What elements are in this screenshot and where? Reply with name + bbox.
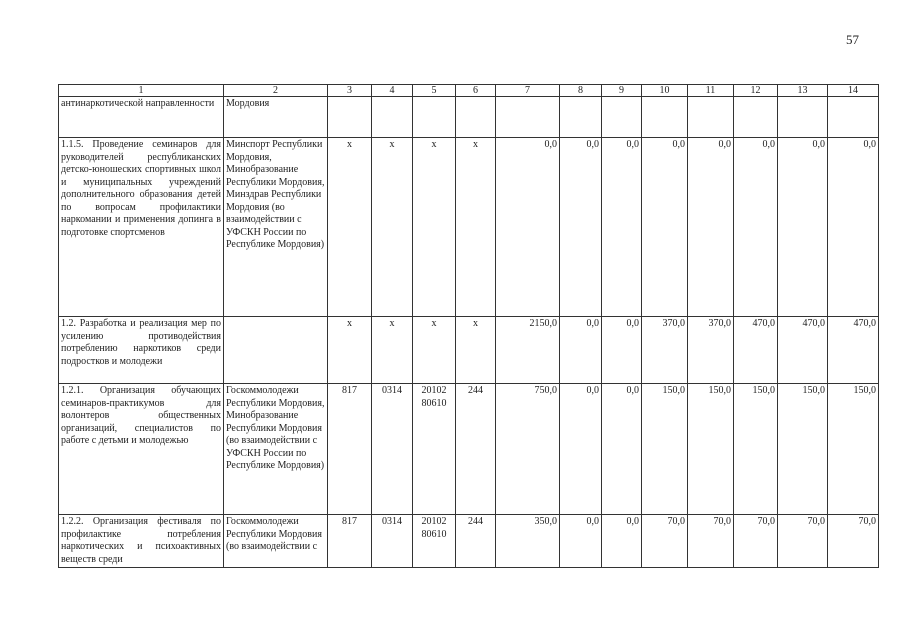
executor-cell: Госкоммолодежи Республики Мордовия (во взаимодействии с <box>224 515 328 568</box>
value-cell: 370,0 <box>688 317 734 384</box>
grbs-code: х <box>328 317 372 384</box>
value-cell: 470,0 <box>778 317 828 384</box>
activity-description: 1.2.1. Организация обучающих семинаров-практикумов для волонтеров общественных организаций, специалистов по работе с детьми и молодежью <box>59 384 224 515</box>
grbs-code: 817 <box>328 384 372 515</box>
value-cell: 70,0 <box>778 515 828 568</box>
table-row <box>59 317 879 384</box>
grbs-code: х <box>328 138 372 317</box>
grbs-code <box>328 97 372 138</box>
header-cell: 8 <box>560 85 602 97</box>
header-cell: 14 <box>828 85 879 97</box>
value-cell: 0,0 <box>560 138 602 317</box>
value-cell: 150,0 <box>828 384 879 515</box>
value-cell <box>688 97 734 138</box>
value-cell: 470,0 <box>734 317 778 384</box>
value-cell: 70,0 <box>688 515 734 568</box>
budget-table <box>58 84 879 568</box>
executor-cell: Минспорт Республики Мордовия, Минобразование Республики Мордовия, Минздрав Республики Мордовия (во взаимодействии с УФСКН России по Республике Мордовия) <box>224 138 328 317</box>
value-cell: 0,0 <box>602 138 642 317</box>
header-cell: 9 <box>602 85 642 97</box>
value-cell: 2150,0 <box>496 317 560 384</box>
value-cell: 0,0 <box>602 384 642 515</box>
value-cell: 150,0 <box>688 384 734 515</box>
value-cell: 0,0 <box>688 138 734 317</box>
section-code: 0314 <box>372 515 413 568</box>
header-cell: 12 <box>734 85 778 97</box>
value-cell: 0,0 <box>560 515 602 568</box>
value-cell: 0,0 <box>496 138 560 317</box>
target-article-code <box>413 97 456 138</box>
table-header-row <box>59 85 879 97</box>
section-code: х <box>372 317 413 384</box>
target-article-code: 20102 80610 <box>413 515 456 568</box>
section-code <box>372 97 413 138</box>
value-cell: 0,0 <box>602 317 642 384</box>
table-row <box>59 384 879 515</box>
value-cell: 0,0 <box>642 138 688 317</box>
value-cell: 470,0 <box>828 317 879 384</box>
page-number: 57 <box>846 32 859 47</box>
table-row <box>59 97 879 138</box>
header-cell: 10 <box>642 85 688 97</box>
activity-description: 1.2.2. Организация фестиваля по профилактике потребления наркотических и психоактивных веществ среди <box>59 515 224 568</box>
value-cell <box>828 97 879 138</box>
expense-type-code: 244 <box>456 384 496 515</box>
value-cell: 0,0 <box>602 515 642 568</box>
expense-type-code <box>456 97 496 138</box>
value-cell: 350,0 <box>496 515 560 568</box>
value-cell: 370,0 <box>642 317 688 384</box>
activity-description: 1.1.5. Проведение семинаров для руководителей республиканских детско-юношеских спортивных школ и муниципальных учреждений дополнительного образования детей по вопросам профилактики наркомании и применения допинга в подготовке спортсменов <box>59 138 224 317</box>
value-cell <box>642 97 688 138</box>
value-cell <box>778 97 828 138</box>
header-cell: 4 <box>372 85 413 97</box>
value-cell: 70,0 <box>828 515 879 568</box>
header-cell: 2 <box>224 85 328 97</box>
target-article-code: х <box>413 138 456 317</box>
target-article-code: 20102 80610 <box>413 384 456 515</box>
executor-cell: Госкоммолодежи Республики Мордовия, Минобразование Республики Мордовия (во взаимодействии с УФСКН России по Республике Мордовия) <box>224 384 328 515</box>
value-cell <box>496 97 560 138</box>
expense-type-code: 244 <box>456 515 496 568</box>
grbs-code: 817 <box>328 515 372 568</box>
header-cell: 1 <box>59 85 224 97</box>
value-cell: 0,0 <box>734 138 778 317</box>
value-cell: 70,0 <box>642 515 688 568</box>
table-row <box>59 138 879 317</box>
header-cell: 7 <box>496 85 560 97</box>
header-cell: 11 <box>688 85 734 97</box>
expense-type-code: х <box>456 138 496 317</box>
value-cell: 750,0 <box>496 384 560 515</box>
target-article-code: х <box>413 317 456 384</box>
expense-type-code: х <box>456 317 496 384</box>
header-cell: 5 <box>413 85 456 97</box>
activity-description: антинаркотической направленности <box>59 97 224 138</box>
value-cell <box>560 97 602 138</box>
executor-cell: Мордовия <box>224 97 328 138</box>
value-cell: 70,0 <box>734 515 778 568</box>
value-cell: 0,0 <box>828 138 879 317</box>
value-cell: 150,0 <box>642 384 688 515</box>
section-code: 0314 <box>372 384 413 515</box>
section-code: х <box>372 138 413 317</box>
header-cell: 6 <box>456 85 496 97</box>
header-cell: 13 <box>778 85 828 97</box>
executor-cell <box>224 317 328 384</box>
value-cell: 150,0 <box>778 384 828 515</box>
value-cell: 0,0 <box>560 384 602 515</box>
header-cell: 3 <box>328 85 372 97</box>
value-cell <box>734 97 778 138</box>
value-cell <box>602 97 642 138</box>
table-row <box>59 515 879 568</box>
value-cell: 150,0 <box>734 384 778 515</box>
value-cell: 0,0 <box>560 317 602 384</box>
value-cell: 0,0 <box>778 138 828 317</box>
activity-description: 1.2. Разработка и реализация мер по усилению противодействия потреблению наркотиков среди подростков и молодежи <box>59 317 224 384</box>
